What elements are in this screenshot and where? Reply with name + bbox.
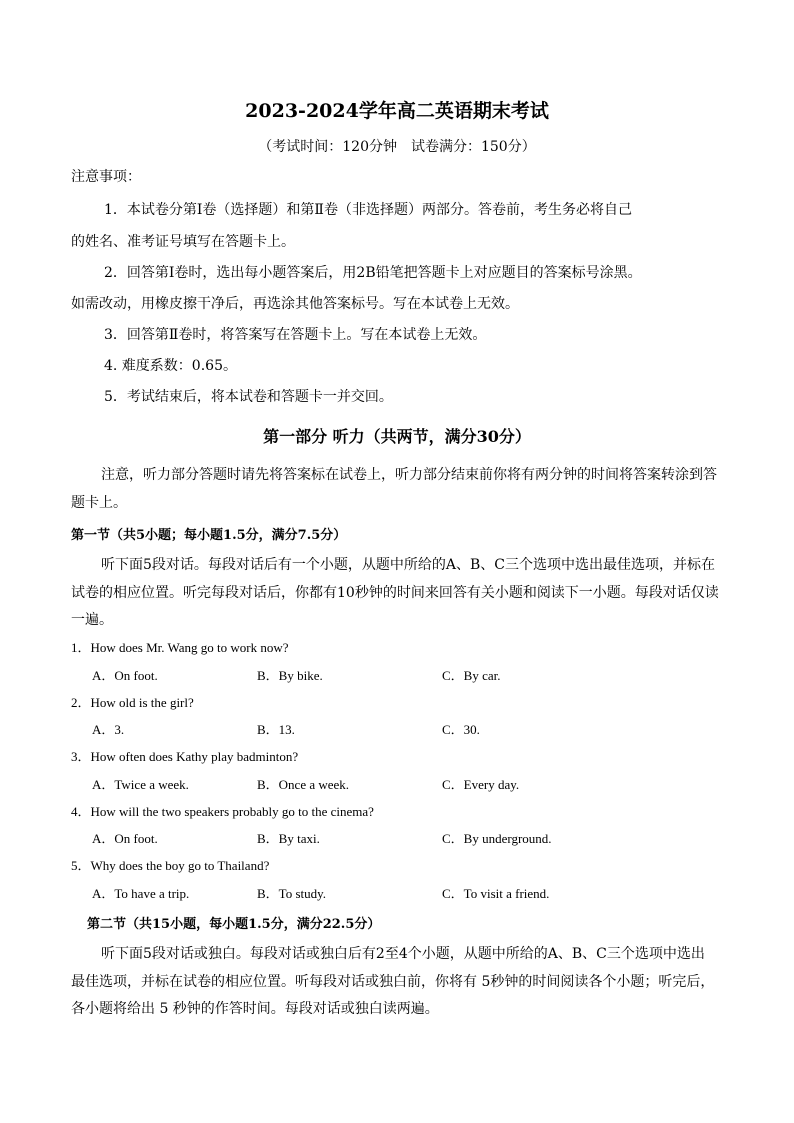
- option-b: B．Once a week.: [257, 777, 350, 792]
- notice-item: 4. 难度系数：0.65。: [104, 358, 237, 374]
- option-c: C．30.: [442, 722, 480, 737]
- notice-item: 5．考试结束后，将本试卷和答题卡一并交回。: [104, 389, 393, 405]
- question-stem: 1．How does Mr. Wang go to work now?: [71, 640, 289, 655]
- option-b: B．By bike.: [257, 668, 323, 683]
- question-stem: 3．How often does Kathy play badminton?: [71, 749, 299, 764]
- option-c: C．By underground.: [442, 831, 552, 846]
- section1-instruction: 试卷的相应位置。听完每段对话后，你都有10秒钟的时间来回答有关小题和阅读下一小题。每段对话仅读: [71, 585, 719, 601]
- notice-item: 1．本试卷分第Ⅰ卷（选择题）和第Ⅱ卷（非选择题）两部分。答卷前，考生务必将自己: [104, 202, 632, 218]
- option-b: B．By taxi.: [257, 831, 320, 846]
- option-a: A．On foot.: [92, 831, 158, 846]
- part1-note: 注意，听力部分答题时请先将答案标在试卷上，听力部分结束前你将有两分钟的时间将答案转涂到答: [101, 467, 717, 483]
- question-stem: 4．How will the two speakers probably go to the cinema?: [71, 804, 374, 819]
- option-c: C．Every day.: [442, 777, 520, 792]
- notice-item: 3．回答第Ⅱ卷时，将答案写在答题卡上。写在本试卷上无效。: [104, 327, 487, 343]
- option-a: A．3.: [92, 722, 125, 737]
- notice-item: 如需改动，用橡皮擦干净后，再选涂其他答案标号。写在本试卷上无效。: [71, 296, 519, 312]
- exam-subtitle: （考试时间：120分钟 试卷满分：150分）: [258, 139, 536, 155]
- section1-instruction: 一遍。: [71, 612, 113, 628]
- notice-item: 2．回答第Ⅰ卷时，选出每小题答案后，用2B铅笔把答题卡上对应题目的答案标号涂黑。: [104, 265, 642, 281]
- part1-note: 题卡上。: [71, 495, 127, 511]
- option-a: A．To have a trip.: [92, 886, 190, 901]
- option-a: A．Twice a week.: [92, 777, 189, 792]
- option-b: B．To study.: [257, 886, 327, 901]
- option-b: B．13.: [257, 722, 295, 737]
- notice-heading: 注意事项：: [71, 169, 141, 185]
- question-stem: 2．How old is the girl?: [71, 695, 194, 710]
- exam-title: 2023-2024学年高二英语期末考试: [245, 100, 549, 122]
- option-c: C．By car.: [442, 668, 501, 683]
- section2-instruction: 最佳选项，并标在试卷的相应位置。听每段对话或独白前，你将有 5秒钟的时间阅读各个小题；听完后，: [71, 974, 715, 990]
- section2-instruction: 各小题将给出 5 秒钟的作答时间。每段对话或独白读两遍。: [71, 1001, 439, 1017]
- question-stem: 5．Why does the boy go to Thailand?: [71, 858, 270, 873]
- section1-instruction: 听下面5段对话。每段对话后有一个小题，从题中所给的A、B、C三个选项中选出最佳选项，并标在: [101, 557, 716, 573]
- option-c: C．To visit a friend.: [442, 886, 550, 901]
- option-a: A．On foot.: [92, 668, 158, 683]
- part1-title: 第一部分 听力（共两节，满分30分）: [263, 427, 531, 446]
- section1-heading: 第一节（共5小题；每小题1.5分，满分7.5分）: [71, 528, 347, 543]
- notice-item: 的姓名、准考证号填写在答题卡上。: [71, 234, 295, 250]
- section2-instruction: 听下面5段对话或独白。每段对话或独白后有2至4个小题，从题中所给的A、B、C三个选项中选出: [101, 946, 705, 962]
- section2-heading: 第二节（共15小题，每小题1.5分，满分22.5分）: [87, 917, 381, 932]
